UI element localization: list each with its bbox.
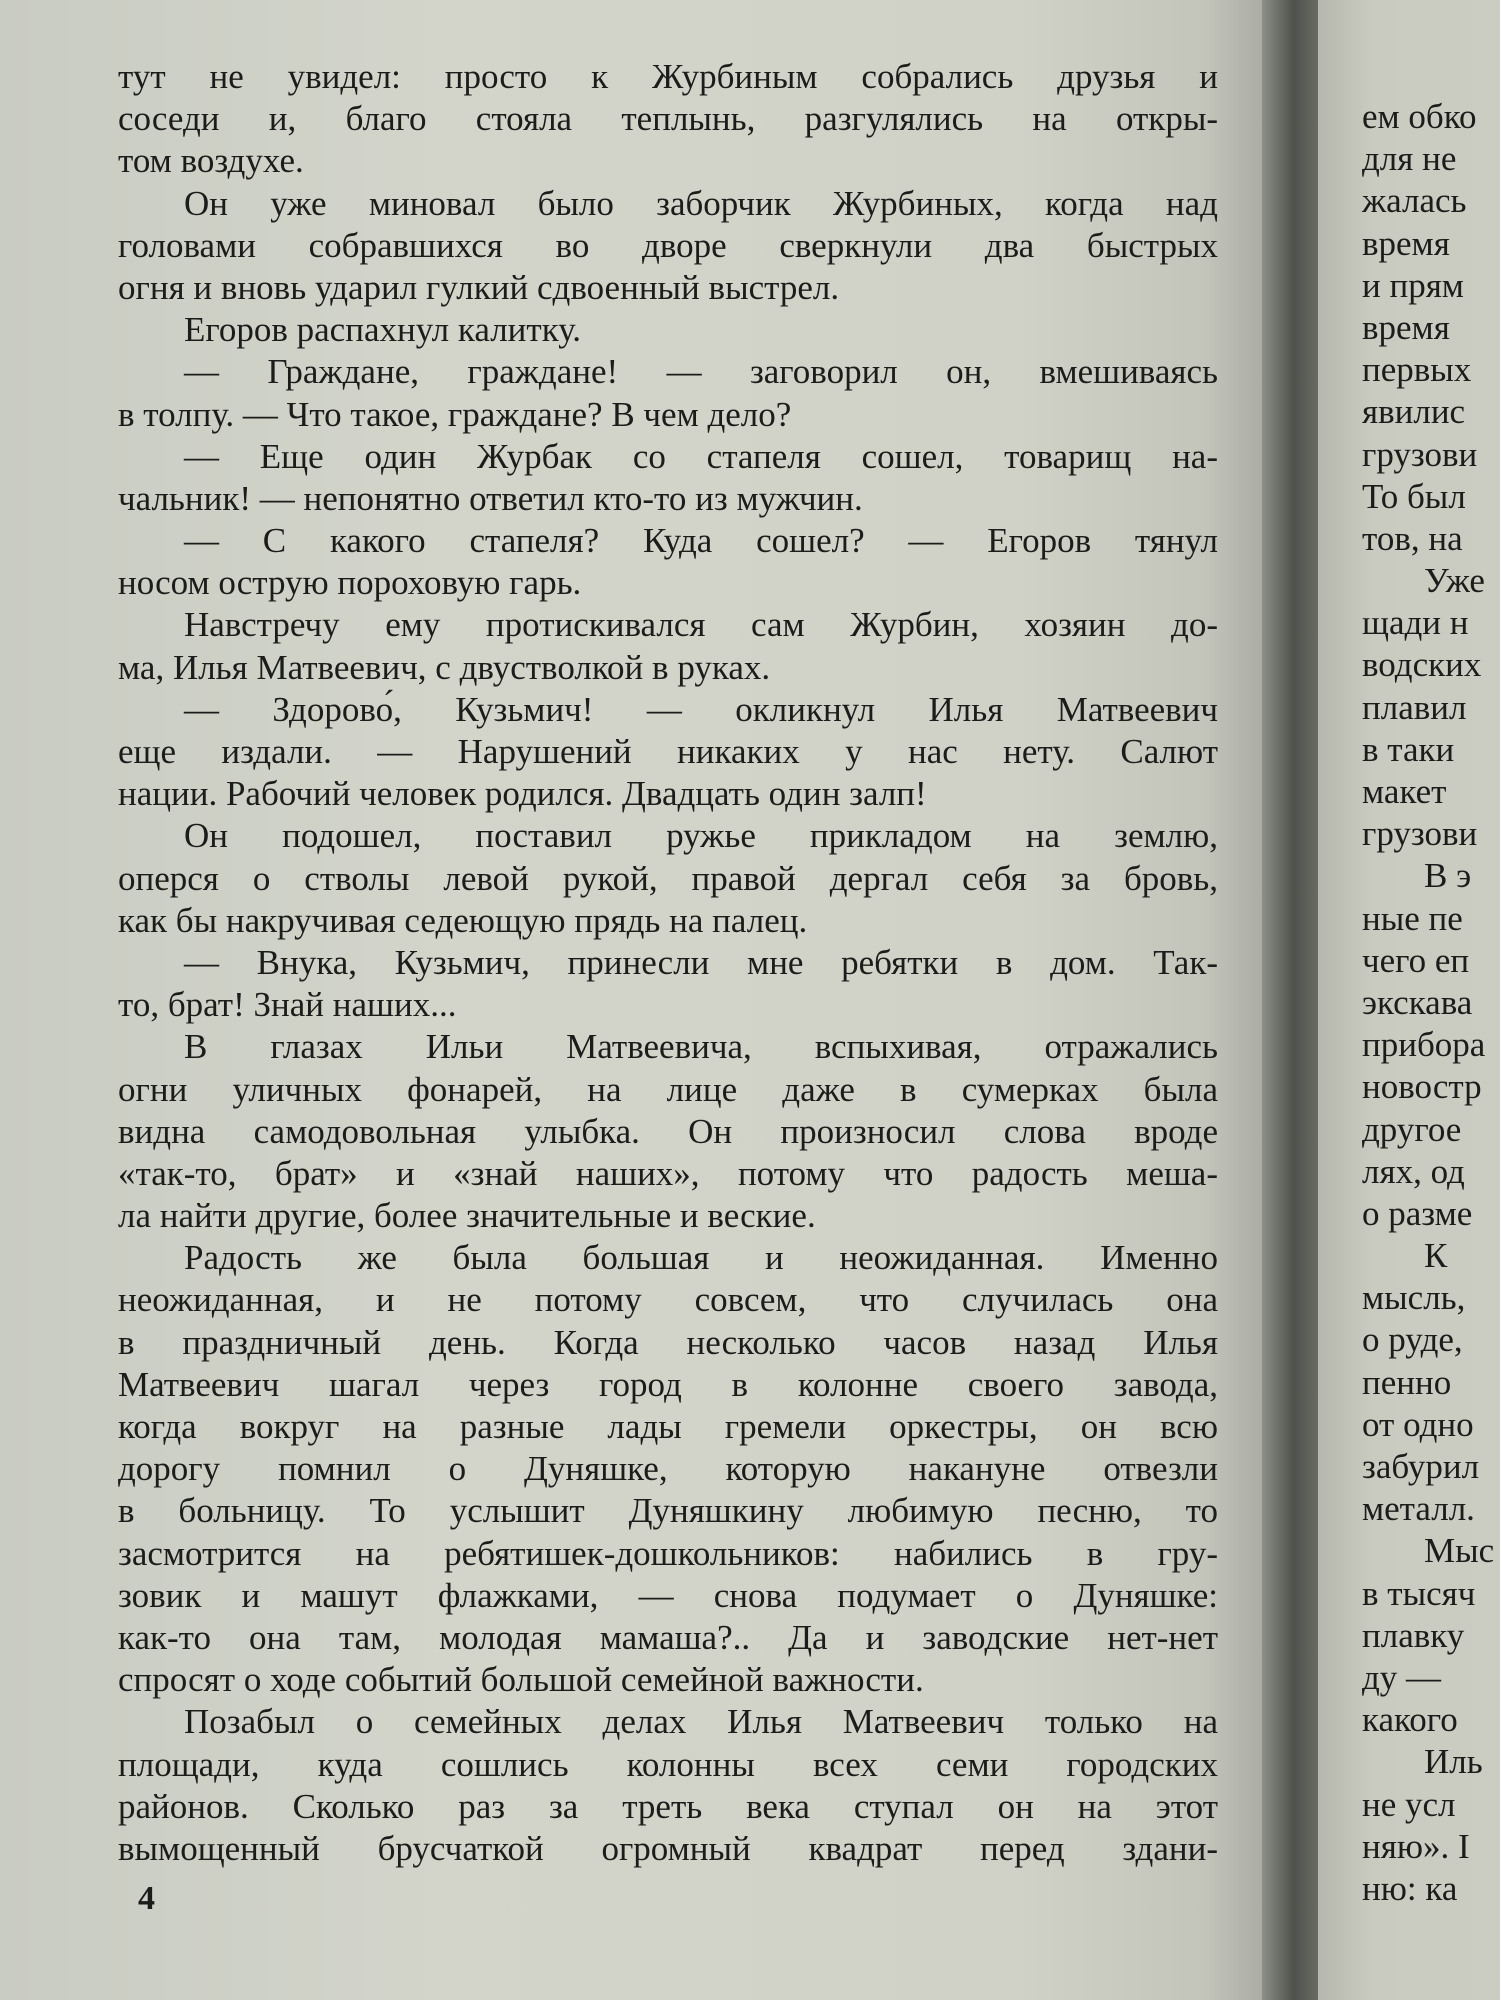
text-line: чальник! — непонятно ответил кто-то из мужчин. <box>118 478 863 518</box>
text-line: площади, куда сошлись колонны всех семи городских <box>118 1744 1218 1784</box>
text-line: соседи и, благо стояла теплынь, разгулялись на откры- <box>118 99 1218 139</box>
text-line: для не <box>1362 139 1457 179</box>
text-line: макет <box>1362 772 1447 811</box>
text-line: Иль <box>1424 1742 1483 1782</box>
text-line: оперся о стволы левой рукой, правой дергал себя за бровь, <box>118 858 1218 898</box>
text-line: огни уличных фонарей, на лице даже в сумерках была <box>118 1069 1218 1109</box>
text-line: том воздухе. <box>118 141 304 181</box>
text-line: Он уже миновал было заборчик Журбиных, когда над <box>184 183 1218 223</box>
text-line: засмотрится на ребятишек-дошкольников: набились в гру- <box>118 1533 1218 1573</box>
text-line: дорогу помнил о Дуняшке, которую накануне отвезли <box>118 1449 1218 1489</box>
text-line: Позабыл о семейных делах Илья Матвеевич только на <box>184 1702 1218 1742</box>
text-line: ню: ка <box>1362 1868 1458 1908</box>
text-line: ла найти другие, более значительные и веские. <box>118 1196 816 1236</box>
text-line: видна самодовольная улыбка. Он произносил слова вроде <box>118 1111 1218 1151</box>
text-line: о руде, <box>1362 1320 1463 1360</box>
text-line: районов. Сколько раз за треть века ступал он на этот <box>118 1786 1218 1826</box>
text-line: грузови <box>1362 814 1478 854</box>
text-line: — Здорово́, Кузьмич! — окликнул Илья Матвеевич <box>184 689 1218 729</box>
text-line: В глазах Ильи Матвеевича, вспыхивая, отражались <box>184 1027 1218 1067</box>
right-page-text <box>1362 96 1500 1910</box>
text-line: от одно <box>1362 1404 1474 1444</box>
left-page-text <box>118 56 1218 1870</box>
text-line: как бы накручивая седеющую прядь на палец. <box>118 900 808 940</box>
text-line: лях, од <box>1362 1151 1465 1191</box>
text-line: нации. Рабочий человек родился. Двадцать один залп! <box>118 774 927 814</box>
text-line: тут не увидел: просто к Журбиным собрались друзья и <box>118 57 1218 96</box>
text-line: — Внука, Кузьмич, принесли мне ребятки в дом. Так- <box>184 942 1218 982</box>
text-line: в тысяч <box>1362 1573 1476 1613</box>
text-line: в праздничный день. Когда несколько часов назад Илья <box>118 1322 1218 1362</box>
text-line: неожиданная, и не потому совсем, что случилась она <box>118 1280 1218 1320</box>
text-line: когда вокруг на разные лады гремели оркестры, он всю <box>118 1407 1218 1446</box>
text-line: Егоров распахнул калитку. <box>184 310 581 350</box>
text-line: спросят о ходе событий большой семейной важности. <box>118 1660 924 1700</box>
text-line: как-то она там, молодая мамаша?.. Да и заводские нет-нет <box>118 1617 1218 1657</box>
text-line: прибора <box>1362 1025 1486 1065</box>
text-line: не усл <box>1362 1784 1456 1824</box>
text-line: Радость же была большая и неожиданная. Именно <box>184 1238 1218 1278</box>
text-line: тов, на <box>1362 518 1463 558</box>
text-line: мысль, <box>1362 1278 1466 1318</box>
text-line: новостр <box>1362 1067 1482 1107</box>
text-line: щади н <box>1362 603 1469 643</box>
text-line: металл. <box>1362 1489 1475 1529</box>
right-page <box>1318 0 1500 2000</box>
text-line: огня и вновь ударил гулкий сдвоенный выстрел. <box>118 267 840 307</box>
text-line: и прям <box>1362 265 1464 305</box>
text-line: Навстречу ему протискивался сам Журбин, хозяин до- <box>184 605 1218 645</box>
text-line: ем обко <box>1362 97 1477 136</box>
text-line: Матвеевич шагал через город в колонне своего завода, <box>118 1364 1218 1404</box>
text-line: в таки <box>1362 729 1455 769</box>
text-line: грузови <box>1362 434 1478 474</box>
text-line: «так-то, брат» и «знай наших», потому что радость меша- <box>118 1153 1218 1193</box>
text-line: время <box>1362 307 1450 347</box>
text-line: первых <box>1362 350 1472 390</box>
text-line: другое <box>1362 1109 1462 1149</box>
text-line: головами собравшихся во дворе сверкнули два быстрых <box>118 225 1218 265</box>
text-line: в толпу. — Что такое, граждане? В чем дело? <box>118 394 792 434</box>
text-line: няю». I <box>1362 1826 1470 1866</box>
text-line: экскава <box>1362 982 1473 1022</box>
text-line: носом острую пороховую гарь. <box>118 563 582 603</box>
text-line: плавку <box>1362 1615 1465 1655</box>
text-line: Уже <box>1424 561 1485 601</box>
text-line: водских <box>1362 645 1482 685</box>
text-line: — Еще один Журбак со стапеля сошел, товарищ на- <box>184 436 1218 476</box>
text-line: забурил <box>1362 1447 1480 1486</box>
text-line: явилис <box>1362 392 1466 432</box>
text-line: то, брат! Знай наших... <box>118 985 457 1025</box>
text-line: Он подошел, поставил ружье прикладом на землю, <box>184 816 1218 856</box>
text-line: время <box>1362 223 1450 263</box>
text-line: Мыс <box>1424 1531 1495 1571</box>
text-line: жалась <box>1362 181 1467 221</box>
text-line: еще издали. — Нарушений никаких у нас нету. Салют <box>118 732 1218 771</box>
page-number: 4 <box>138 1880 155 1917</box>
text-line: ные пе <box>1362 898 1463 938</box>
text-line: ду — <box>1362 1657 1442 1697</box>
text-line: какого <box>1362 1700 1458 1740</box>
text-line: — С какого стапеля? Куда сошел? — Егоров тянул <box>184 521 1218 561</box>
text-line: плавил <box>1362 687 1467 727</box>
text-line: чего еп <box>1362 940 1470 980</box>
text-line: К <box>1424 1236 1448 1276</box>
text-line: ма, Илья Матвеевич, с двустволкой в руках. <box>118 647 771 687</box>
text-line: в больницу. То услышит Дуняшкину любимую песню, то <box>118 1491 1218 1531</box>
text-line: — Граждане, граждане! — заговорил он, вмешиваясь <box>184 352 1218 392</box>
text-line: зовик и машут флажками, — снова подумает о Дуняшке: <box>118 1575 1218 1615</box>
text-line: вымощенный брусчаткой огромный квадрат перед здани- <box>118 1828 1218 1868</box>
text-line: В э <box>1424 856 1472 896</box>
text-line: пенно <box>1362 1362 1452 1402</box>
text-line: о разме <box>1362 1193 1473 1233</box>
text-line: То был <box>1362 476 1466 516</box>
